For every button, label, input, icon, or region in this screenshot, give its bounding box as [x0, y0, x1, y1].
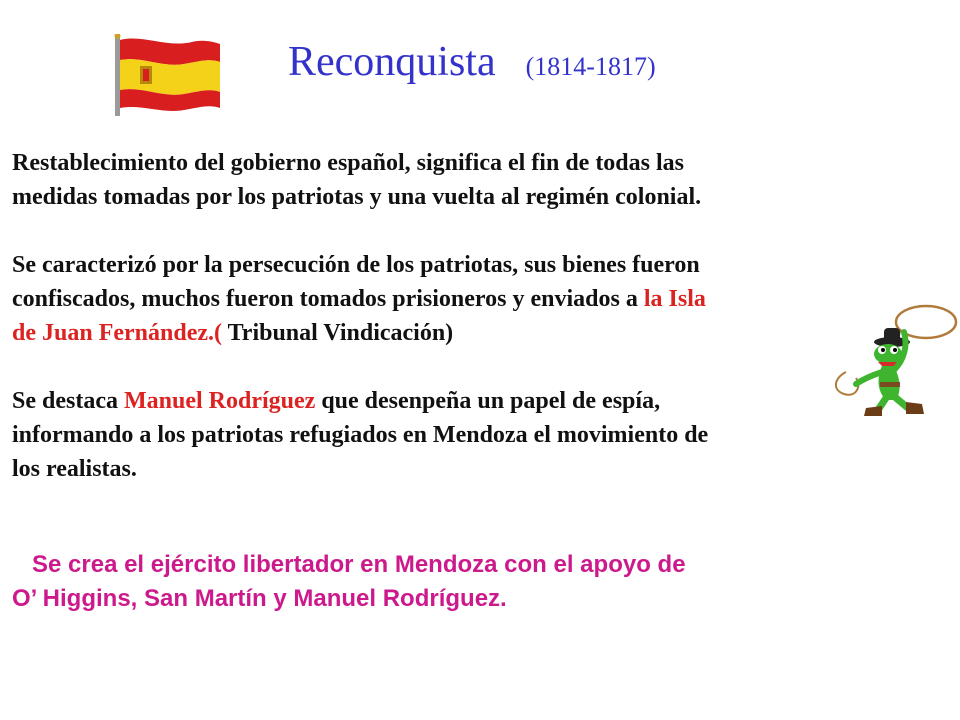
highlight-manuel-rodriguez: Manuel Rodríguez — [123, 388, 316, 414]
highlight-line: O’ Higgins, San Martín y Manuel Rodríguez. — [12, 585, 507, 612]
highlight-juan-fernandez: de Juan Fernández.( — [12, 320, 222, 346]
paragraph-line: los realistas. — [12, 456, 137, 482]
title-main: Reconquista — [288, 39, 496, 85]
highlight-line: Se crea el ejército libertador en Mendoza con el apoyo de — [12, 551, 686, 578]
paragraph-line — [12, 282, 912, 316]
title-years: (1814-1817) — [525, 52, 656, 81]
highlight-block — [12, 548, 912, 616]
cowboy-frog-icon — [826, 300, 960, 420]
text-span: Se destaca — [12, 388, 124, 414]
highlight-isla: la Isla — [643, 286, 706, 312]
page-title — [288, 38, 656, 86]
paragraph-line — [12, 316, 912, 350]
body-text — [12, 146, 912, 486]
text-span: confiscados, muchos fueron tomados prisioneros y enviados a — [12, 286, 644, 312]
paragraph-line: Restablecimiento del gobierno español, significa el fin de todas las — [12, 150, 684, 176]
paragraph-line: medidas tomadas por los patriotas y una vuelta al regimén colonial. — [12, 184, 702, 210]
text-span: que desenpeña un papel de espía, — [315, 388, 661, 414]
paragraph-line: informando a los patriotas refugiados en Mendoza el movimiento de — [12, 422, 709, 448]
paragraph-line: Se caracterizó por la persecución de los patriotas, sus bienes fueron — [12, 252, 700, 278]
text-span: Tribunal Vindicación) — [222, 320, 454, 346]
spanish-flag-icon — [112, 34, 224, 116]
paragraph-line — [12, 384, 912, 418]
